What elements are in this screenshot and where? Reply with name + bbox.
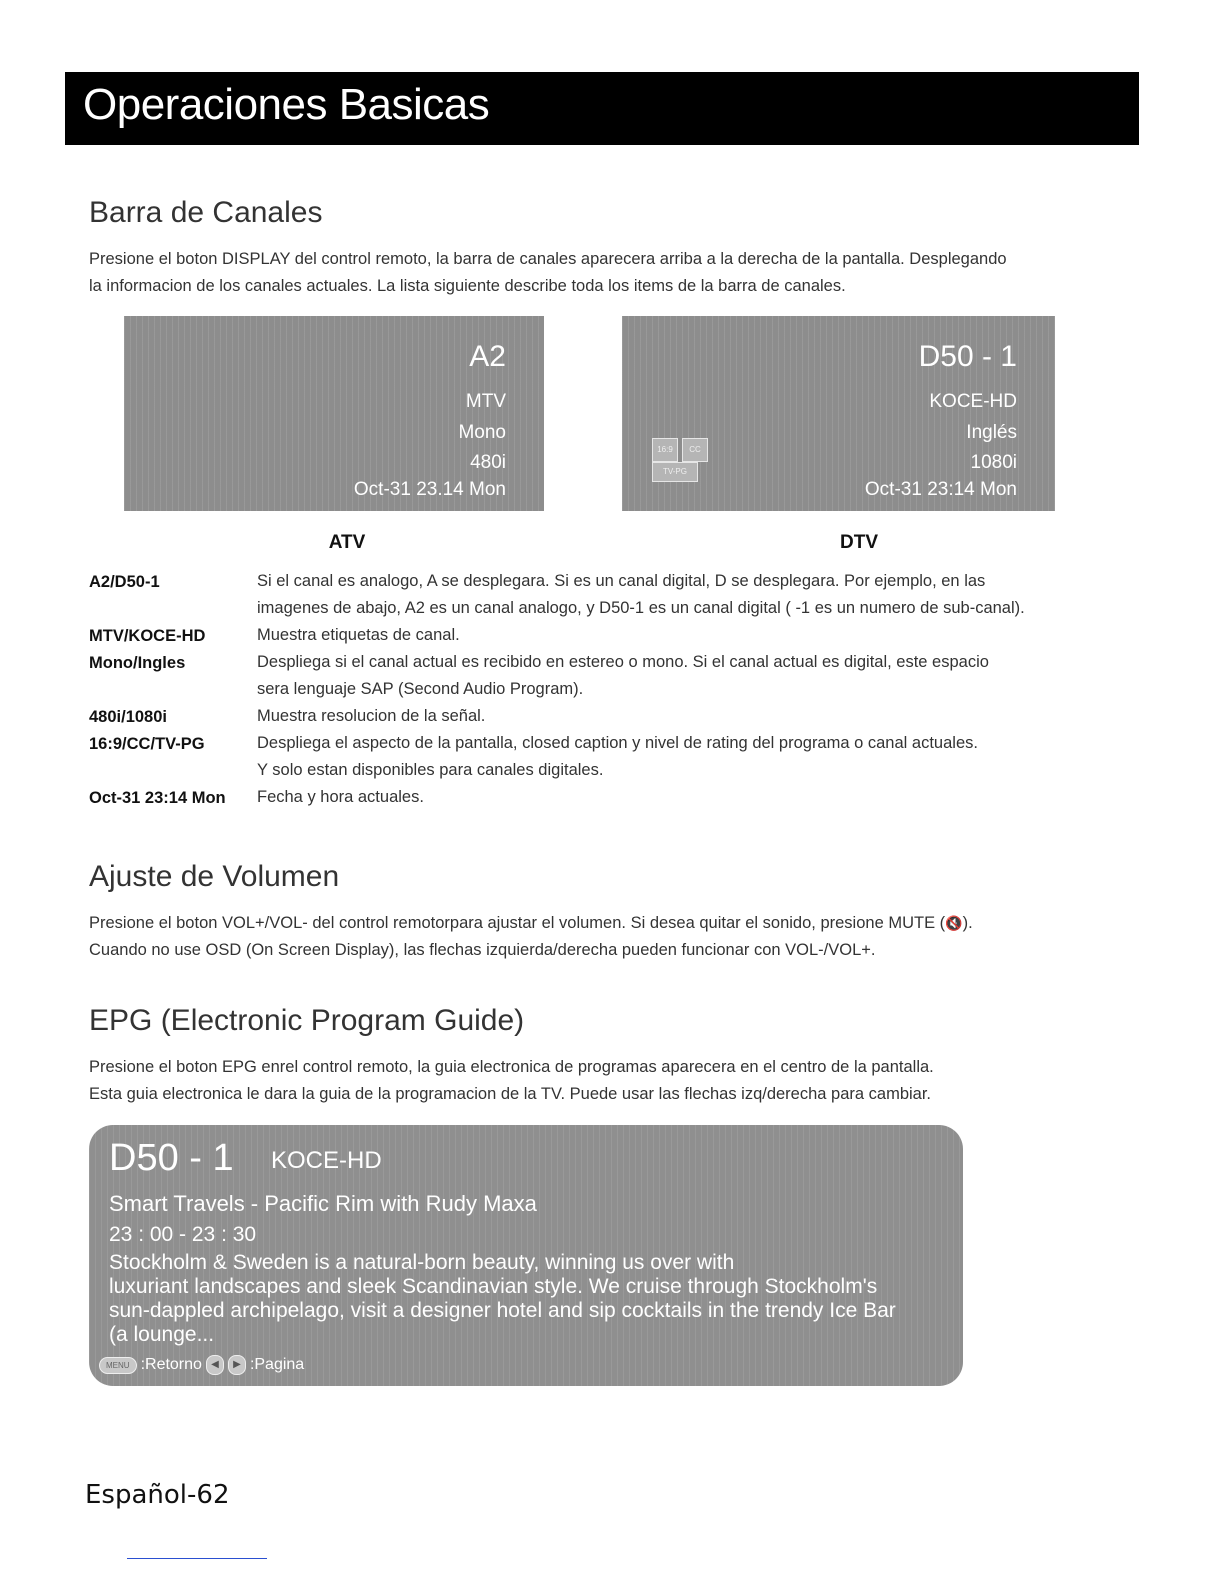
dtv-caption: DTV <box>840 532 878 553</box>
epg-desc-line: sun-dappled archipelago, visit a designer hotel and sip cocktails in the trendy Ice Bar <box>109 1299 896 1322</box>
desc-line: Fecha y hora actuales. <box>257 788 424 806</box>
desc-line: Despliega el aspecto de la pantalla, closed caption y nivel de rating del programa o canal actuales. <box>257 734 978 752</box>
epg-desc-line: luxuriant landscapes and sleek Scandinavian style. We cruise through Stockholm's <box>109 1275 878 1298</box>
atv-resolution: 480i <box>470 452 506 473</box>
definition-term: 480i/1080i <box>89 708 167 726</box>
left-arrow-icon: ◀ <box>206 1355 224 1375</box>
definition-desc <box>257 730 1139 784</box>
definition-row <box>89 730 1139 784</box>
dtv-audio: Inglés <box>966 422 1017 443</box>
volume-paragraph <box>89 910 1129 964</box>
desc-line: imagenes de abajo, A2 es un canal analogo, y D50-1 es un canal digital ( -1 es un numero de sub-canal). <box>257 599 1025 617</box>
rating-badge: TV-PG <box>652 462 698 482</box>
cc-badge: CC <box>682 438 708 462</box>
definition-list <box>89 568 1139 811</box>
paragraph-line: Presione el boton DISPLAY del control remoto, la barra de canales aparecera arriba a la derecha de la pantalla. Desplegando <box>89 250 1007 268</box>
dtv-datetime: Oct-31 23:14 Mon <box>864 479 1017 500</box>
desc-line: Si el canal es analogo, A se desplegara. Si es un canal digital, D se desplegara. Por ejemplo, en las <box>257 572 986 590</box>
definition-desc <box>257 703 1139 730</box>
definition-row <box>89 649 1139 703</box>
definition-term: 16:9/CC/TV-PG <box>89 735 205 753</box>
desc-line: Muestra resolucion de la señal. <box>257 707 486 725</box>
mute-icon: 🔇 <box>945 915 963 931</box>
epg-desc-line: Stockholm & Sweden is a natural-born beauty, winning us over with <box>109 1251 735 1274</box>
definition-desc <box>257 622 1139 649</box>
definition-term: Oct-31 23:14 Mon <box>89 789 226 807</box>
epg-channel: D50 - 1 <box>109 1137 234 1179</box>
definition-row <box>89 784 1139 811</box>
atv-caption: ATV <box>328 532 366 553</box>
definition-desc <box>257 649 1139 703</box>
paragraph-line: Presione el boton EPG enrel control remoto, la guia electronica de programas aparecera en el centro de la pantalla. <box>89 1058 934 1076</box>
epg-description <box>109 1251 959 1347</box>
atv-audio: Mono <box>458 422 506 443</box>
definition-row <box>89 703 1139 730</box>
section-title-channel-bar: Barra de Canales <box>89 196 323 229</box>
epg-time: 23 : 00 - 23 : 30 <box>109 1223 257 1246</box>
definition-term: MTV/KOCE-HD <box>89 627 206 645</box>
page-number: Español-62 <box>85 1480 230 1510</box>
dtv-channel: D50 - 1 <box>918 340 1017 373</box>
section-title-volume: Ajuste de Volumen <box>89 860 340 893</box>
epg-desc-line: (a lounge... <box>109 1323 215 1346</box>
definition-term: A2/D50-1 <box>89 573 160 591</box>
desc-line: Y solo estan disponibles para canales digitales. <box>257 761 604 779</box>
epg-paragraph <box>89 1054 1129 1108</box>
page-label: :Pagina <box>249 1356 305 1373</box>
aspect-badge: 16:9 <box>652 438 678 462</box>
dtv-resolution: 1080i <box>970 452 1017 473</box>
page-title: Operaciones Basicas <box>83 80 490 129</box>
paragraph-line <box>89 910 1129 937</box>
right-arrow-icon: ▶ <box>228 1355 246 1375</box>
desc-line: sera lenguaje SAP (Second Audio Program). <box>257 680 584 698</box>
paragraph-line: Cuando no use OSD (On Screen Display), las flechas izquierda/derecha pueden funcionar con VOL-/VOL+. <box>89 941 876 959</box>
epg-footer <box>99 1355 304 1375</box>
atv-screen <box>124 316 544 511</box>
dtv-label: KOCE-HD <box>929 391 1017 412</box>
atv-channel: A2 <box>469 340 506 373</box>
volume-text: Presione el boton VOL+/VOL- del control remotorpara ajustar el volumen. Si desea quitar el sonido, presione MUTE ( <box>89 914 946 932</box>
dtv-screen <box>622 316 1055 511</box>
desc-line: Muestra etiquetas de canal. <box>257 626 460 644</box>
definition-row <box>89 568 1139 622</box>
epg-station: KOCE-HD <box>271 1147 382 1174</box>
desc-line: Despliega si el canal actual es recibido en estereo o mono. Si el canal actual es digital, este espacio <box>257 653 989 671</box>
volume-text-end: ). <box>962 914 973 932</box>
header-bar <box>65 72 1139 145</box>
definition-desc <box>257 568 1139 622</box>
atv-label: MTV <box>465 391 506 412</box>
section-title-epg: EPG (Electronic Program Guide) <box>89 1004 525 1037</box>
definition-desc <box>257 784 1139 811</box>
return-label: :Retorno <box>140 1356 202 1373</box>
definition-term: Mono/Ingles <box>89 654 186 672</box>
atv-datetime: Oct-31 23.14 Mon <box>353 479 506 500</box>
menu-key-icon: MENU <box>99 1357 137 1374</box>
channel-bar-paragraph <box>89 246 1129 300</box>
paragraph-line: la informacion de los canales actuales. La lista siguiente describe toda los items de la barra de canales. <box>89 277 846 295</box>
epg-program-title: Smart Travels - Pacific Rim with Rudy Maxa <box>109 1191 537 1216</box>
paragraph-line: Esta guia electronica le dara la guia de la programacion de la TV. Puede usar las flechas izq/derecha para cambiar. <box>89 1085 932 1103</box>
definition-row <box>89 622 1139 649</box>
footer-divider <box>127 1558 267 1559</box>
epg-screen <box>89 1125 963 1386</box>
